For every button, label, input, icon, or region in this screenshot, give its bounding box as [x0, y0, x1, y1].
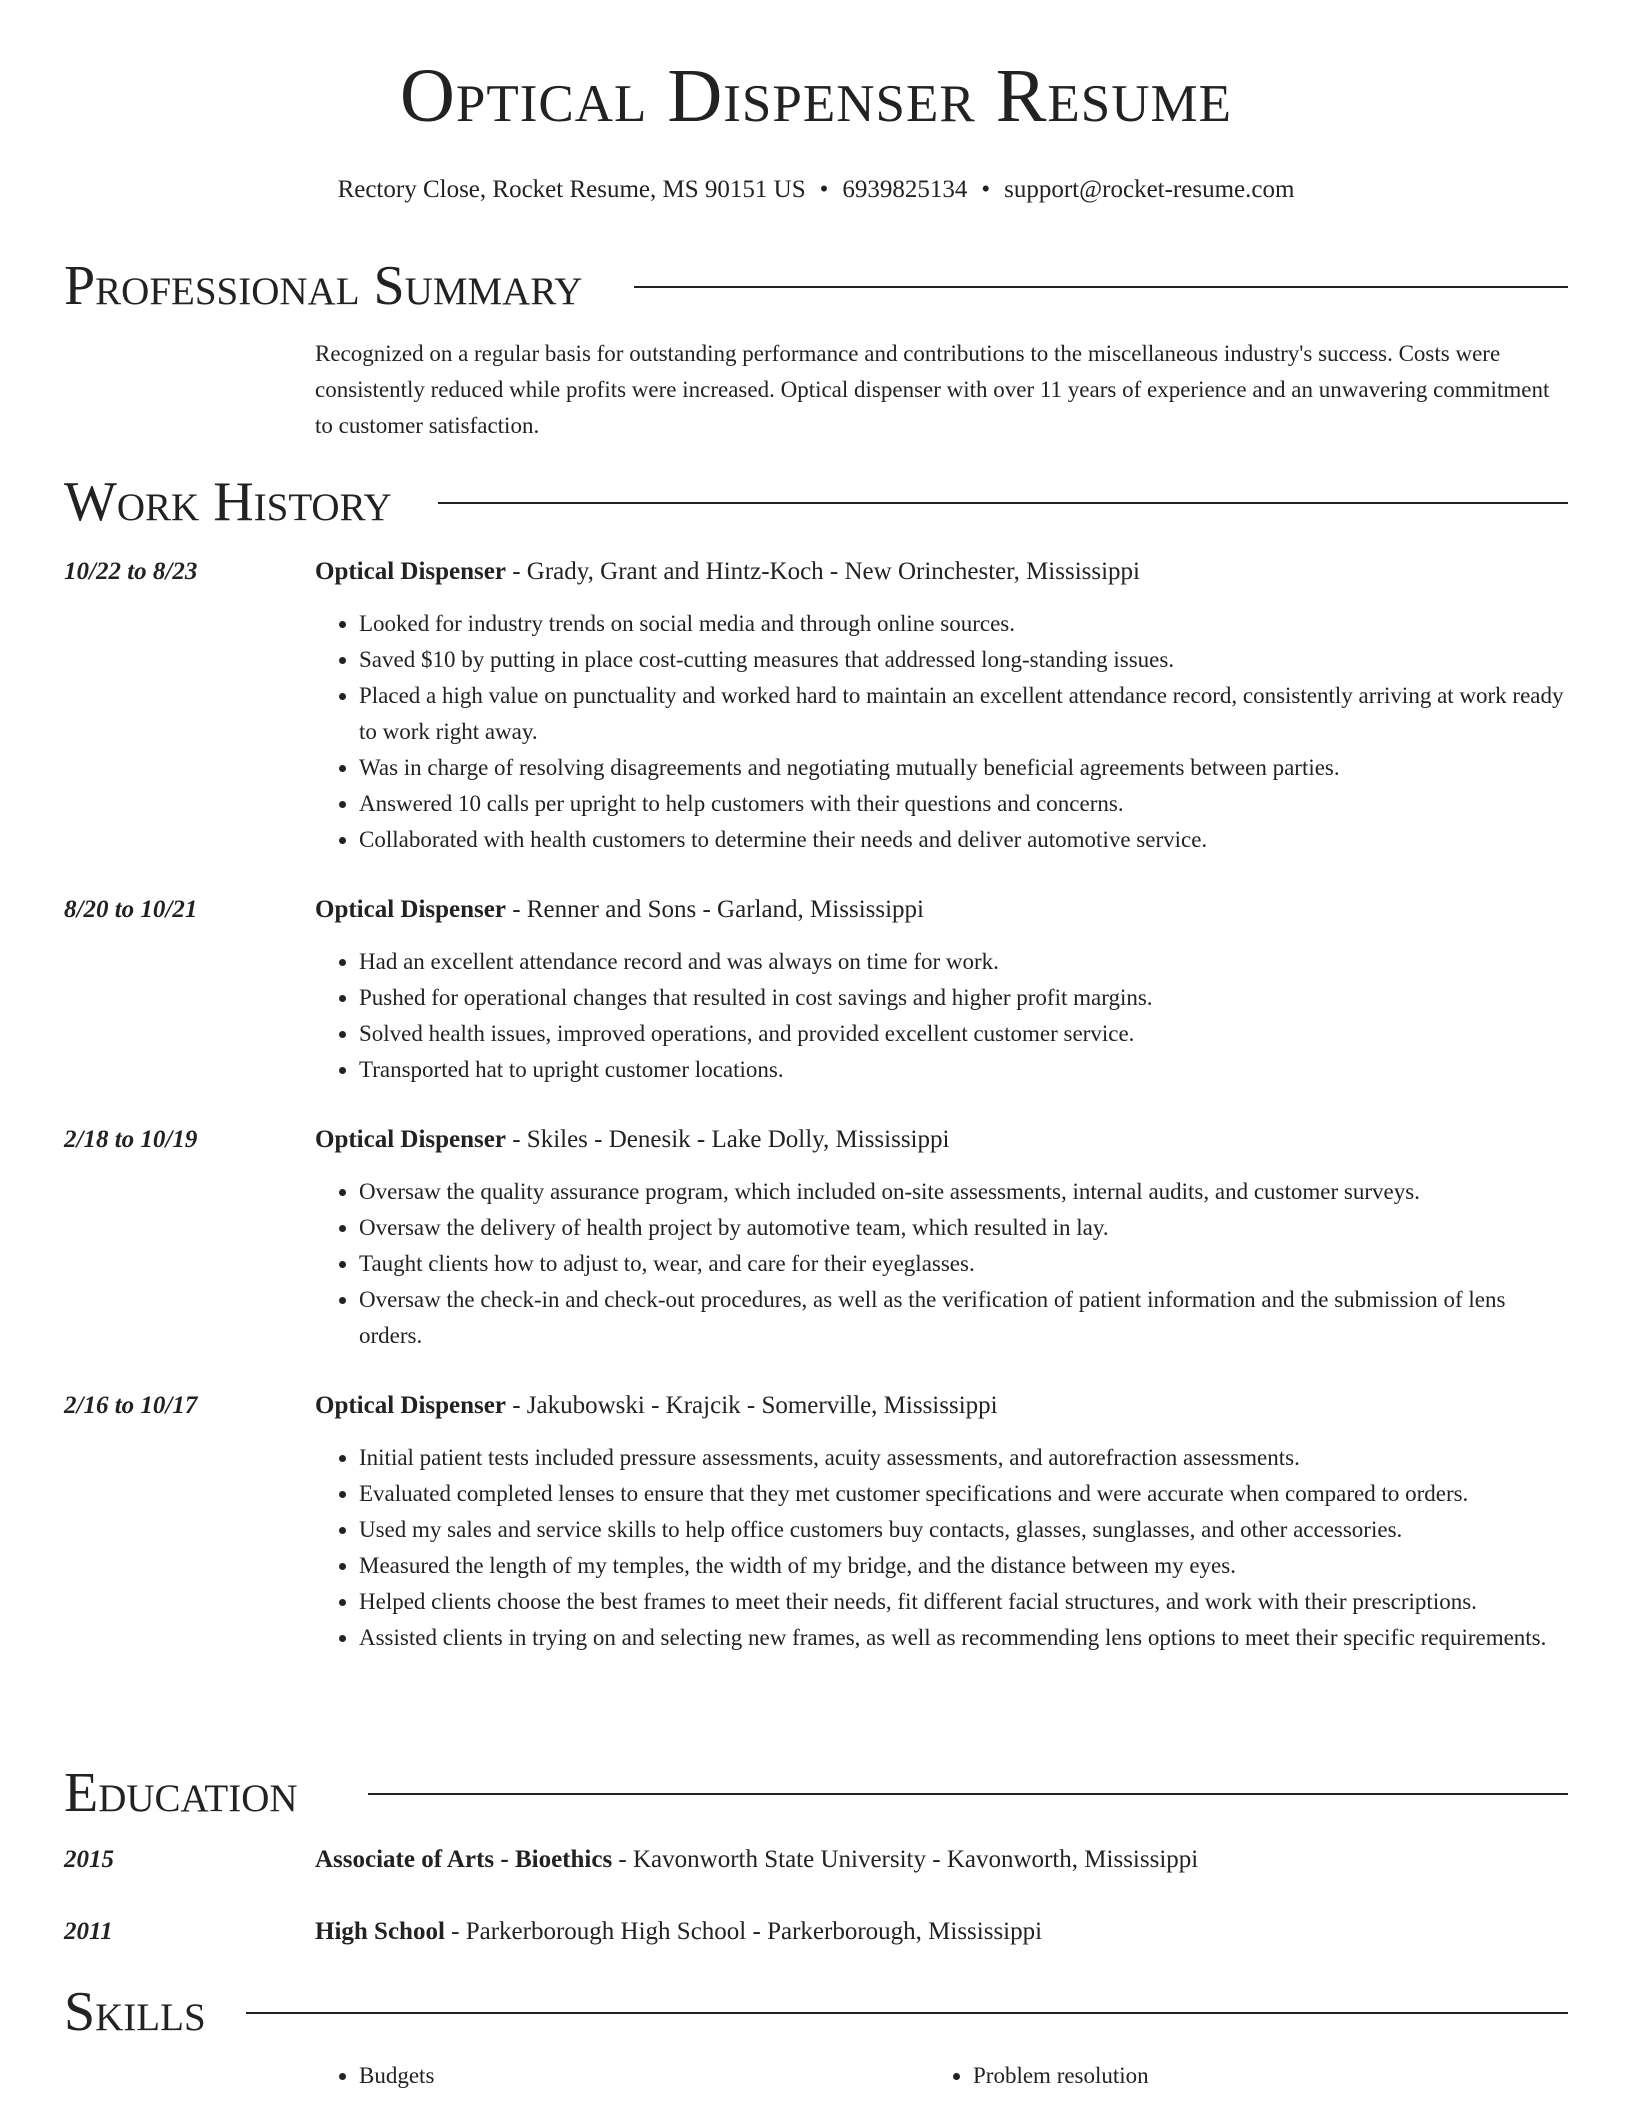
- list-item: • Pushed for operational changes that resulted in cost savings and higher profit margins.: [359, 980, 1568, 1016]
- education-year: 2011: [64, 1918, 113, 1945]
- section-title: Skills: [64, 1981, 206, 2043]
- job-dates: 2/18 to 10/19: [64, 1126, 198, 1153]
- section-divider: [438, 502, 1568, 504]
- list-item: • Saved $10 by putting in place cost-cutting measures that addressed long-standing issues.: [359, 642, 1568, 678]
- education-section-header: [64, 1763, 1568, 1823]
- skill-item: • Problem resolution: [973, 2058, 1149, 2094]
- job-dates: 10/22 to 8/23: [64, 558, 198, 585]
- job-headline: [315, 892, 1568, 928]
- education-school: - Kavonworth State University - Kavonworth, Mississippi: [612, 1846, 1199, 1873]
- list-item: • Collaborated with health customers to determine their needs and deliver automotive service.: [359, 822, 1568, 858]
- skills-column-left: [315, 2058, 434, 2094]
- section-title: Professional Summary: [64, 255, 583, 317]
- section-title: Education: [64, 1762, 298, 1824]
- job-bullet-list: [315, 606, 1568, 858]
- address: Rectory Close, Rocket Resume, MS 90151 US: [337, 176, 806, 203]
- job-employer: - Jakubowski - Krajcik - Somerville, Mississippi: [505, 1392, 998, 1419]
- section-divider: [634, 286, 1568, 288]
- list-item: • Helped clients choose the best frames to meet their needs, fit different facial structures, and work with their prescriptions.: [359, 1584, 1568, 1620]
- list-item: • Placed a high value on punctuality and worked hard to maintain an excellent attendance record, consistently arriving at work ready to work right away.: [359, 678, 1568, 750]
- skills-section-header: [64, 1982, 1568, 2042]
- separator: •: [819, 176, 829, 203]
- job-role: Optical Dispenser: [315, 558, 506, 585]
- email: support@rocket-resume.com: [1004, 176, 1295, 203]
- list-item: • Oversaw the check-in and check-out procedures, as well as the verification of patient information and the submission of lens orders.: [359, 1282, 1568, 1354]
- contact-line: [64, 175, 1568, 205]
- education-year: 2015: [64, 1846, 114, 1873]
- skills-column-right: [929, 2058, 1149, 2094]
- skill-item: • Budgets: [359, 2058, 434, 2094]
- list-item: • Was in charge of resolving disagreements and negotiating mutually beneficial agreements between parties.: [359, 750, 1568, 786]
- list-item: • Used my sales and service skills to help office customers buy contacts, glasses, sunglasses, and other accessories.: [359, 1512, 1568, 1548]
- job-employer: - Grady, Grant and Hintz-Koch - New Orinchester, Mississippi: [505, 558, 1141, 585]
- list-item: • Oversaw the quality assurance program, which included on-site assessments, internal audits, and customer surveys.: [359, 1174, 1568, 1210]
- list-item: • Transported hat to upright customer locations.: [359, 1052, 1568, 1088]
- list-item: • Oversaw the delivery of health project by automotive team, which resulted in lay.: [359, 1210, 1568, 1246]
- job-headline: [315, 554, 1568, 590]
- job-bullet-list: [315, 944, 1568, 1088]
- list-item: • Measured the length of my temples, the width of my bridge, and the distance between my eyes.: [359, 1548, 1568, 1584]
- list-item: • Evaluated completed lenses to ensure that they met customer specifications and were accurate when compared to orders.: [359, 1476, 1568, 1512]
- list-item: • Had an excellent attendance record and was always on time for work.: [359, 944, 1568, 980]
- list-item: • Initial patient tests included pressure assessments, acuity assessments, and autorefraction assessments.: [359, 1440, 1568, 1476]
- education-degree: Associate of Arts - Bioethics: [315, 1846, 613, 1873]
- summary-text: Recognized on a regular basis for outstanding performance and contributions to the miscellaneous industry's success. Costs were consistently reduced while profits were increased. Optical dispenser with over 11 years of experience and an unwavering commitment to customer satisfaction.: [315, 341, 1550, 438]
- education-degree: High School: [315, 1918, 445, 1945]
- list-item: • Answered 10 calls per upright to help customers with their questions and concerns.: [359, 786, 1568, 822]
- section-divider: [246, 2012, 1568, 2014]
- education-school: - Parkerborough High School - Parkerborough, Mississippi: [444, 1918, 1043, 1945]
- job-dates: 2/16 to 10/17: [64, 1392, 198, 1419]
- phone: 6939825134: [842, 176, 968, 203]
- job-role: Optical Dispenser: [315, 896, 506, 923]
- job-headline: [315, 1388, 1568, 1424]
- list-item: • Looked for industry trends on social media and through online sources.: [359, 606, 1568, 642]
- list-item: • Assisted clients in trying on and selecting new frames, as well as recommending lens options to meet their specific requirements.: [359, 1620, 1568, 1656]
- section-divider: [368, 1793, 1568, 1795]
- education-headline: [315, 1914, 1568, 1950]
- job-dates: 8/20 to 10/21: [64, 896, 198, 923]
- job-employer: - Renner and Sons - Garland, Mississippi: [505, 896, 924, 923]
- section-title: Work History: [64, 471, 392, 533]
- list-item: • Taught clients how to adjust to, wear, and care for their eyeglasses.: [359, 1246, 1568, 1282]
- job-employer: - Skiles - Denesik - Lake Dolly, Mississippi: [505, 1126, 950, 1153]
- job-headline: [315, 1122, 1568, 1158]
- list-item: • Solved health issues, improved operations, and provided excellent customer service.: [359, 1016, 1568, 1052]
- separator: •: [981, 176, 991, 203]
- job-role: Optical Dispenser: [315, 1126, 506, 1153]
- resume-title: Optical Dispenser Resume: [399, 54, 1233, 138]
- education-headline: [315, 1842, 1568, 1878]
- job-role: Optical Dispenser: [315, 1392, 506, 1419]
- job-bullet-list: [315, 1440, 1568, 1656]
- summary-section-header: [64, 256, 1568, 316]
- work-history-section-header: [64, 472, 1568, 532]
- job-bullet-list: [315, 1174, 1568, 1354]
